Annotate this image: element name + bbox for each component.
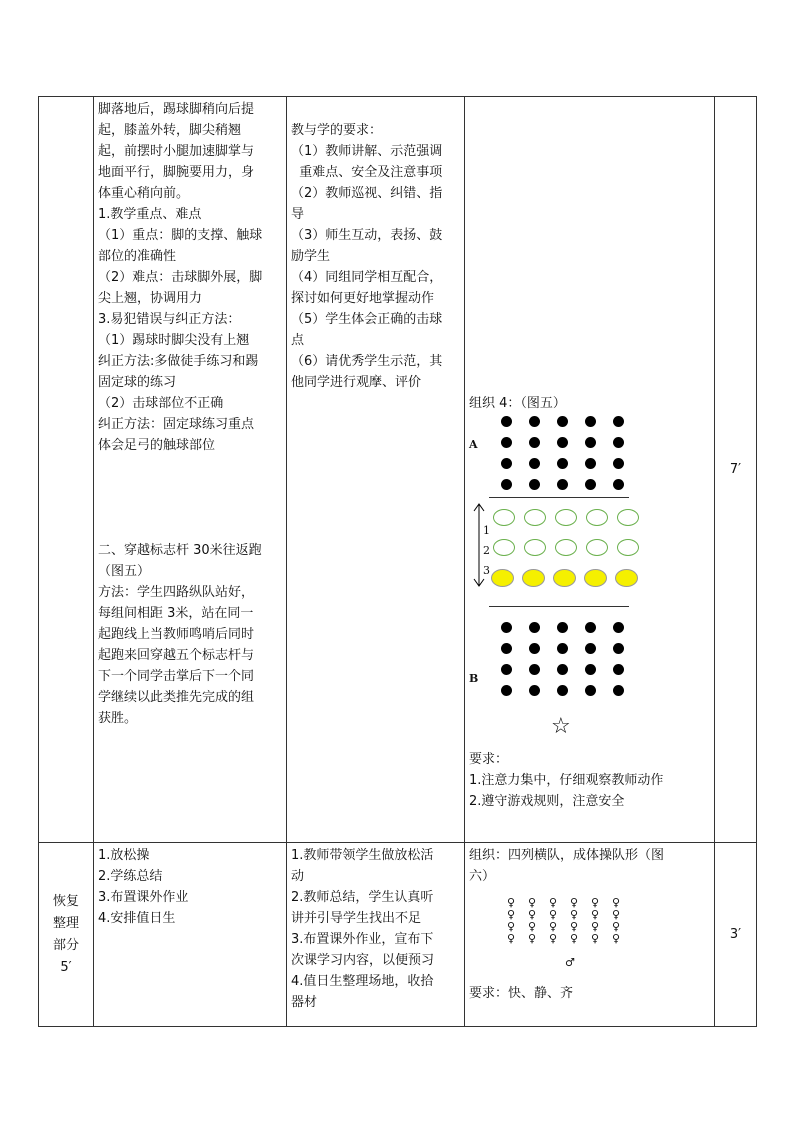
section-label-line: 部分 xyxy=(52,937,79,953)
player-dot xyxy=(613,664,624,675)
player-dot xyxy=(585,479,596,490)
marker-cone xyxy=(586,539,608,556)
cooldown-org-line: 六） xyxy=(469,869,496,884)
player-dot xyxy=(557,622,568,633)
marker-cone xyxy=(524,509,546,526)
run-line: 学继续以此类推先完成的组 xyxy=(98,690,255,705)
marker-cone xyxy=(617,509,639,526)
teacher-line: 导 xyxy=(291,207,305,222)
player-dot xyxy=(613,458,624,469)
requirement-line: 2.遵守游戏规则，注意安全 xyxy=(469,794,625,809)
section-label-line: 恢复 xyxy=(52,893,79,909)
cooldown-teacher-line: 1.教师带领学生做放松活 xyxy=(291,848,434,863)
section-label-cell xyxy=(39,843,94,1027)
cooldown-teacher-line: 4.值日生整理场地，收拾 xyxy=(291,974,434,989)
player-dot xyxy=(613,643,624,654)
run-line: 二、穿越标志杆 30米往返跑 xyxy=(98,543,262,558)
student-icon: ♀ xyxy=(507,932,516,945)
marker-cone xyxy=(493,539,515,556)
line-bottom xyxy=(489,606,629,607)
cooldown-requirements: 要求：快、静、齐 xyxy=(469,986,574,1001)
teacher-line: （1）教师讲解、示范强调 xyxy=(291,144,443,159)
run-line: 下一个同学击掌后下一个同 xyxy=(98,669,255,684)
yellow-ball xyxy=(584,569,607,587)
teaching-requirements-text xyxy=(291,120,460,393)
teacher-line: 励学生 xyxy=(291,249,331,264)
content-line: 部位的准确性 xyxy=(98,249,177,264)
player-dot xyxy=(557,643,568,654)
content-line: 固定球的练习 xyxy=(98,375,177,390)
student-icon: ♀ xyxy=(507,896,516,909)
student-icon: ♀ xyxy=(549,896,558,909)
requirement-line: 1.注意力集中，仔细观察教师动作 xyxy=(469,773,664,788)
run-line: 起跑来回穿越五个标志杆与 xyxy=(98,648,255,663)
content-line: 3.易犯错误与纠正方法： xyxy=(98,312,241,327)
cooldown-teacher-line: 3.布置课外作业，宣布下 xyxy=(291,932,434,947)
cooldown-teacher-line: 2.教师总结，学生认真听 xyxy=(291,890,434,905)
content-line: 纠正方法:多做徒手练习和踢 xyxy=(98,354,259,369)
shuttle-run-text xyxy=(98,540,282,729)
marker-cone xyxy=(555,539,577,556)
run-line: 获胜。 xyxy=(98,711,138,726)
run-line: 每组间相距 3米，站在同一 xyxy=(98,606,254,621)
player-dot xyxy=(613,437,624,448)
student-icon: ♀ xyxy=(591,896,600,909)
student-icon: ♀ xyxy=(549,908,558,921)
student-icon: ♀ xyxy=(528,896,537,909)
player-dot xyxy=(501,479,512,490)
content-line: （2）难点：击球脚外展，脚 xyxy=(98,270,263,285)
student-icon: ♀ xyxy=(591,920,600,933)
content-line: （1）重点：脚的支撑、触球 xyxy=(98,228,263,243)
cooldown-content-line: 1.放松操 xyxy=(98,848,150,863)
organization-title: 组织 4：（图五） xyxy=(469,396,566,411)
teacher-line: （3）师生互动，表扬、鼓 xyxy=(291,228,443,243)
player-dot xyxy=(501,416,512,427)
run-line: 起跑线上当教师鸣哨后同时 xyxy=(98,627,255,642)
content-line: （2）击球部位不正确 xyxy=(98,396,224,411)
teacher-line: 教与学的要求： xyxy=(291,123,383,138)
cooldown-content-line: 2.学练总结 xyxy=(98,869,163,884)
player-dot xyxy=(585,437,596,448)
lane-label-3: 3 xyxy=(483,564,490,577)
marker-cone xyxy=(586,509,608,526)
cooldown-teacher-line: 讲并引导学生找出不足 xyxy=(291,911,422,926)
content-line: 起，前摆时小腿加速脚掌与 xyxy=(98,144,255,159)
group-a-label: A xyxy=(469,438,478,451)
content-line: 地面平行，脚腕要用力，身 xyxy=(98,165,255,180)
player-dot xyxy=(585,685,596,696)
player-dot xyxy=(557,416,568,427)
run-line: （图五） xyxy=(98,564,151,579)
player-dot xyxy=(529,685,540,696)
section-label-line: 5′ xyxy=(60,959,72,975)
student-icon: ♀ xyxy=(507,908,516,921)
player-dot xyxy=(529,622,540,633)
player-dot xyxy=(557,479,568,490)
marker-cone xyxy=(524,539,546,556)
lane-label-2: 2 xyxy=(483,544,490,557)
teacher-line: （4）同组同学相互配合， xyxy=(291,270,443,285)
player-dot xyxy=(557,458,568,469)
cooldown-time-cell xyxy=(715,843,757,1027)
teacher-line: （6）请优秀学生示范，其 xyxy=(291,354,443,369)
teacher-line: 他同学进行观摩、评价 xyxy=(291,375,422,390)
student-icon: ♀ xyxy=(612,920,621,933)
teacher-line: 点 xyxy=(291,333,305,348)
line-top xyxy=(489,497,629,498)
student-icon: ♀ xyxy=(570,932,579,945)
formation-diagram-6 xyxy=(469,887,699,983)
section-cell-empty xyxy=(39,97,94,843)
cooldown-teacher-cell xyxy=(287,843,465,1027)
kick-technique-text xyxy=(98,99,282,456)
main-practice-row xyxy=(39,97,757,843)
teacher-line: （2）教师巡视、纠错、指 xyxy=(291,186,443,201)
content-line: （1）踢球时脚尖没有上翘 xyxy=(98,333,250,348)
student-icon: ♀ xyxy=(612,932,621,945)
requirements-title: 要求： xyxy=(469,752,509,767)
player-dot xyxy=(585,643,596,654)
cooldown-org-line: 组织：四列横队，成体操队形（图 xyxy=(469,848,665,863)
student-icon: ♀ xyxy=(591,908,600,921)
student-icon: ♀ xyxy=(612,896,621,909)
player-dot xyxy=(613,685,624,696)
yellow-ball xyxy=(491,569,514,587)
player-dot xyxy=(529,458,540,469)
player-dot xyxy=(529,643,540,654)
cooldown-organization-text xyxy=(469,845,710,887)
player-dot xyxy=(501,437,512,448)
player-dot xyxy=(585,416,596,427)
cooldown-organization-cell xyxy=(465,843,715,1027)
player-dot xyxy=(613,622,624,633)
content-line: 纠正方法：固定球练习重点 xyxy=(98,417,255,432)
marker-cone xyxy=(617,539,639,556)
student-icon: ♀ xyxy=(612,908,621,921)
cooldown-content-line: 4.安排值日生 xyxy=(98,911,176,926)
player-dot xyxy=(613,416,624,427)
student-icon: ♀ xyxy=(591,932,600,945)
yellow-ball xyxy=(522,569,545,587)
cooldown-teacher-line: 器材 xyxy=(291,995,318,1010)
yellow-ball xyxy=(615,569,638,587)
requirements-list xyxy=(469,770,710,812)
cooldown-time-value: 3′ xyxy=(729,927,742,942)
player-dot xyxy=(529,664,540,675)
student-icon: ♀ xyxy=(570,920,579,933)
student-icon: ♀ xyxy=(570,908,579,921)
player-dot xyxy=(501,622,512,633)
content-line: 体重心稍向前。 xyxy=(98,186,190,201)
cooldown-content-cell xyxy=(94,843,287,1027)
content-line: 体会足弓的触球部位 xyxy=(98,438,216,453)
cooldown-row xyxy=(39,843,757,1027)
marker-cone xyxy=(493,509,515,526)
teacher-line: （5）学生体会正确的击球 xyxy=(291,312,443,327)
group-b-label: B xyxy=(469,672,479,685)
player-dot xyxy=(501,643,512,654)
player-dot xyxy=(501,664,512,675)
player-dot xyxy=(585,458,596,469)
yellow-ball xyxy=(553,569,576,587)
player-dot xyxy=(585,622,596,633)
lesson-plan-table xyxy=(38,96,757,1027)
player-dot xyxy=(529,479,540,490)
student-icon: ♀ xyxy=(507,920,516,933)
cooldown-teacher-line: 次课学习内容，以便预习 xyxy=(291,953,435,968)
player-dot xyxy=(557,664,568,675)
organization-cell xyxy=(465,97,715,843)
student-icon: ♀ xyxy=(528,908,537,921)
player-dot xyxy=(585,664,596,675)
student-icon: ♀ xyxy=(528,920,537,933)
cooldown-teacher-line: 动 xyxy=(291,869,305,884)
player-dot xyxy=(613,479,624,490)
content-line: 尖上翘，协调用力 xyxy=(98,291,203,306)
teacher-icon: ♂ xyxy=(565,956,575,969)
student-icon: ♀ xyxy=(570,896,579,909)
content-cell xyxy=(94,97,287,843)
content-line: 1.教学重点、难点 xyxy=(98,207,202,222)
time-value: 7′ xyxy=(729,462,742,477)
lane-label-1: 1 xyxy=(483,524,490,537)
student-icon: ♀ xyxy=(549,920,558,933)
player-dot xyxy=(529,437,540,448)
student-icon: ♀ xyxy=(528,932,537,945)
player-dot xyxy=(501,458,512,469)
teacher-line: 探讨如何更好地掌握动作 xyxy=(291,291,435,306)
player-dot xyxy=(529,416,540,427)
cooldown-content-line: 3.布置课外作业 xyxy=(98,890,189,905)
content-line: 起，膝盖外转，脚尖稍翘 xyxy=(98,123,242,138)
teacher-student-cell xyxy=(287,97,465,843)
content-line: 脚落地后，踢球脚稍向后提 xyxy=(98,102,255,117)
player-dot xyxy=(557,685,568,696)
student-icon: ♀ xyxy=(549,932,558,945)
run-line: 方法：学生四路纵队站好， xyxy=(98,585,255,600)
teacher-star-icon: ☆ xyxy=(551,714,571,739)
formation-diagram-5 xyxy=(469,414,709,749)
player-dot xyxy=(501,685,512,696)
teacher-line: 重难点、安全及注意事项 xyxy=(291,165,443,180)
player-dot xyxy=(557,437,568,448)
section-label-line: 整理 xyxy=(52,915,79,931)
marker-cone xyxy=(555,509,577,526)
time-cell xyxy=(715,97,757,843)
